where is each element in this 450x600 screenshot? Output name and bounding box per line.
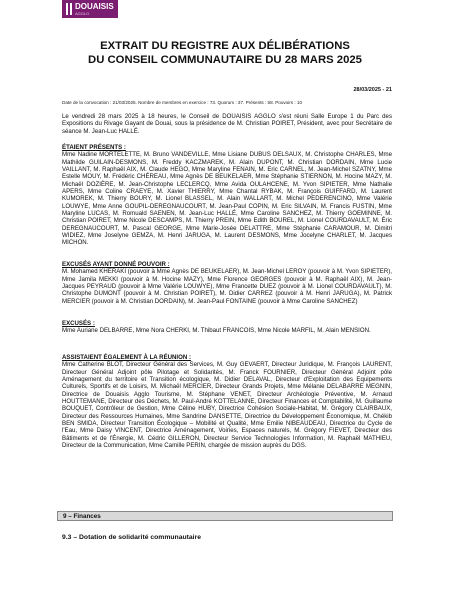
proxies-list: M. Mohamed KHERAKI (pouvoir à Mme Agnès DE BEUKELAER), M. Jean-Michel LEROY (pouvoir à M. Yvon SIPIETER), Mme Jamila MEKKI (pouvoir à M. Hocine MAZY), Mme Florence GEORGES (pouvoir à M. Raphaël AIX), M. Jean-Jacques PEYRAUD (pouvoir à Mme Valérie LOUWYE), Mme Francette DUEZ (pouvoir à M. Lionel COURDAVAULT), M. Christophe DUMONT (pouvoir à M. Christian POIRET), M. Didier CARREZ (pouvoir à M. Henri JARUGA), M. Patrick MERCIER (pouvoir à M. Christian DORDAIN), M. Jean-Paul FONTAINE (pouvoir à Mme Caroline SANCHEZ): [62, 268, 392, 305]
attendees-list: Mme Catherine BLOT, Directeur Général des Services, M. Guy GEVAERT, Directeur Juridique, M. François LAURENT, Directeur Général Adjoint pôle Pilotage et Solidarités, M. Franck FOURNIER, Directeur Général Adjoint pôle Aménagement du territoire et Transition écologique, M. Didier DELAVAL, Directeur d'Exploitation des Equipements Culturels, Sportifs et de Loisirs, M. Michaël MERCIER, Directeur Grands Projets, Mme Mélanie DELABARRE MEGNIN, Directrice de Douaisis Agglo Tourisme, M. Stéphane VENET, Directeur Archéologie Préventive, M. Arnaud HOUTTEMANE, Directeur des Déchets, M. Paul-André KOTTELANNE, Directeur Finances et Comptabilité, M. Guillaume BOUQUET, Contrôleur de Gestion, Mme Céline HUBY, Directrice Cohésion Sociale-Habitat, M. Grégory CLAIRBAUX, Directeur des Ressources Humaines, Mme Sandrine DANSETTE, Directrice du Développement Économique, M. Chékib BEN SMIDA, Directeur Transition Écologique – Mobilité et Qualité, Mme Emilie NIBEAUDEAU, Directrice du Cycle de l'Eau, Mme Daisy VINCENT, Directrice Aménagement, Voiries, Espaces naturels, M. Grégory FIEVET, Directeur des Bâtiments et de l'Énergie, M. Cédric GILLERON, Directeur Service Technologies Information, M. Raphaël MATHIEU, Directeur de la Communication, Mme Camille PERIN, chargée de mission auprès du DGS.: [62, 361, 392, 450]
excused-heading: EXCUSÉS :: [62, 320, 95, 327]
proxies-heading: EXCUSÉS AYANT DONNÉ POUVOIR :: [62, 261, 170, 268]
present-list: Mme Nadine MORTELETTE, M. Bruno VANDEVILLE, Mme Lisiane DUBUS DELSAUX, M. Christophe CHARLES, Mme Mathilde GUILAIN-DESMONS, M. Freddy KACZMAREK, M. Alain DUPONT, M. Christian DORDAIN, Mme Lucie VAILLANT, M. Raphaël AIX, M. Claude HEGO, Mme Maryline FENAIN, M. Eric CARNEL, M. Jean-Michel SZATNY, Mme Estelle MOUY, M. Frédéric CHÉREAU, Mme Agnès DE BEUKELAER, Mme Stéphanie STIERNON, M. Hocine MAZY, M. Michaël DOZIÈRE, M. Jean-Christophe LECLERCQ, Mme Avida OULAHCENE, M. Yvon SIPIETER, Mme Nathalie APERS, Mme Coline CRAEYE, M. Xavier THIERRY, Mme Chantal RYBAK, M. François GUIFFARD, M. Laurent KUMOREK, M. Thierry BOURY, M. Lionel BLASSEL, M. Alain WALLART, M. Michel PEDERENCINO, Mme Valérie LOUWYE, Mme Anne GOUPIL-DEREGNAUCOURT, M. Jean-Paul COPIN, M. Eric SILVAIN, M. Francis FUSTIN, Mme Maryline LUCAS, M. Romuald SAENEN, M. Jean-Luc HALLÉ, Mme Caroline SANCHEZ, M. Thierry GOEMINNE, M. Christian POIRET, Mme Nicole DESCAMPS, M. Thierry PREIN, Mme Edith BOUREL, M. Lionel COURDAVAULT, M. Éric DEREGNAUCOURT, M. Pascal GEORGE, Mme Marie-Josée DELATTRE, Mme Stéphanie CARAMOUR, M. Dimitri WIDIEZ, Mme Joselyne GEMZA, M. Henri JARUGA, M. Laurent DESMONS, Mme Jocelyne CHARLET, M. Jacques MICHON.: [62, 151, 392, 247]
proxies-section: [62, 261, 392, 305]
document-title-line2: DU CONSEIL COMMUNAUTAIRE DU 28 MARS 2025: [88, 54, 362, 66]
present-section: [62, 144, 392, 247]
excused-list: Mme Auriane DELBARRE, Mme Nora CHERKI, M. Thibaut FRANCOIS, Mme Nicole MARFIL, M. Alain MENSION.: [62, 327, 371, 335]
douaisis-agglo-logo: [62, 0, 118, 18]
subsection-heading: 9.3 – Dotation de solidarité communautaire: [62, 534, 201, 541]
attendees-section: [62, 354, 392, 449]
deliberation-reference: 28/03/2025 - 21: [353, 87, 392, 93]
excused-section: [62, 320, 392, 335]
section-heading-finances: 9 – Finances: [57, 511, 393, 521]
convocation-info: Date de la convocation : 21/03/2025. Nombre de membres en exercice : 73. Quorum : 37. Présents : 58. Pouvoirs : 10: [62, 100, 303, 105]
document-title-line1: EXTRAIT DU REGISTRE AUX DÉLIBÉRATIONS: [100, 40, 350, 52]
attendees-heading: ASSISTAIENT ÉGALEMENT À LA RÉUNION :: [62, 354, 191, 361]
present-heading: ÉTAIENT PRÉSENTS :: [62, 144, 126, 151]
logo-mark-icon: [66, 3, 72, 15]
logo-name: DOUAISIS: [75, 1, 114, 11]
intro-paragraph: Le vendredi 28 mars 2025 à 18 heures, le Conseil de DOUAISIS AGGLO s'est réuni Salle Europe 1 du Parc des Expositions du Rivage Gayant de Douai, sous la présidence de M. Christian POIRET, Président, avec pour Secrétaire de séance M. Jean-Luc HALLÉ.: [62, 113, 392, 135]
logo-sub: AGGLO: [75, 10, 90, 16]
